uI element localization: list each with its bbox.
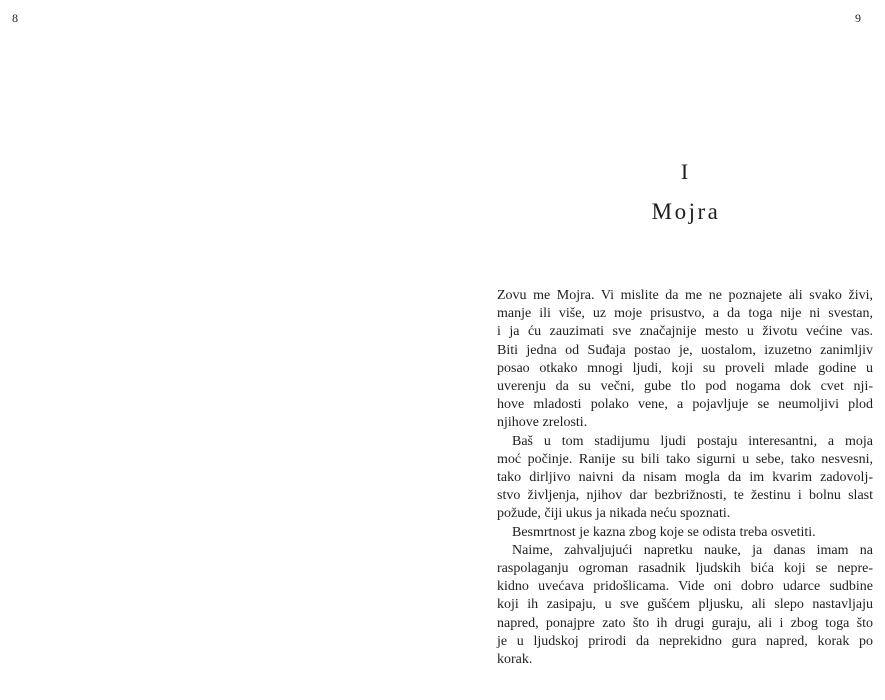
body-line: kidno uvećava pridošlicama. Vide oni dobro udarce sudbine <box>497 579 873 595</box>
body-line: Baš u tom stadijumu ljudi postaju interesantni, a moja <box>512 433 873 449</box>
body-line: njihove zrelosti. <box>497 415 588 431</box>
body-text <box>497 287 873 669</box>
body-line: raspolaganju ogroman rasadnik ljudskih bića koji se nepre- <box>497 561 873 577</box>
left-page-number: 8 <box>12 11 18 25</box>
body-line: manje ili više, uz moje prisustvo, a da toga nije ni svestan, <box>497 306 873 322</box>
body-line: korak. <box>497 652 533 668</box>
body-line: Zovu me Mojra. Vi mislite da me ne poznajete ali svako živi, <box>497 288 873 303</box>
body-line: tako dirljivo naivni da nisam mogla da im kvarim zadovolj- <box>497 470 873 486</box>
body-line: napred, ponajpre zato što ih drugi guraju, ali i zbog toga što <box>497 615 873 631</box>
body-line: hove mladosti polako vene, a pojavljuje se neumoljivi plod <box>497 397 873 413</box>
chapter-number: I <box>680 159 690 184</box>
body-line: i ja ću zauzimati sve značajnije mesto u životu većine vas. <box>497 324 873 340</box>
chapter-title: Mojra <box>651 199 721 224</box>
body-line: moć počinje. Ranije su bili tako sigurni u sebe, tako nesvesni, <box>497 451 873 467</box>
right-page-text-block <box>497 0 873 700</box>
body-line: koji ih zasipaju, u sve gušćem pljusku, ali slepo nastavljaju <box>497 597 873 613</box>
right-page-number: 9 <box>855 11 861 25</box>
body-line: požude, čiji ukus ja nikada neću spoznati. <box>497 506 731 522</box>
body-line: uverenju da su večni, gube tlo pod nogama dok cvet nji- <box>497 379 873 395</box>
body-line: stvo življenja, njihov dar bezbrižnosti, te žestinu i bolnu slast <box>497 488 873 504</box>
body-line: Biti jedna od Suđaja postao je, uostalom, izuzetno zanimljiv <box>497 342 873 358</box>
body-line: Besmrtnost je kazna zbog koje se odista treba osvetiti. <box>512 524 816 540</box>
body-line: Naime, zahvaljujući napretku nauke, ja danas imam na <box>512 542 873 558</box>
body-line: posao otkako mnogi ljudi, koji su proveli mlade godine u <box>497 360 873 376</box>
body-line: je u ljudskoj prirodi da neprekidno gura napred, korak po <box>497 633 873 649</box>
